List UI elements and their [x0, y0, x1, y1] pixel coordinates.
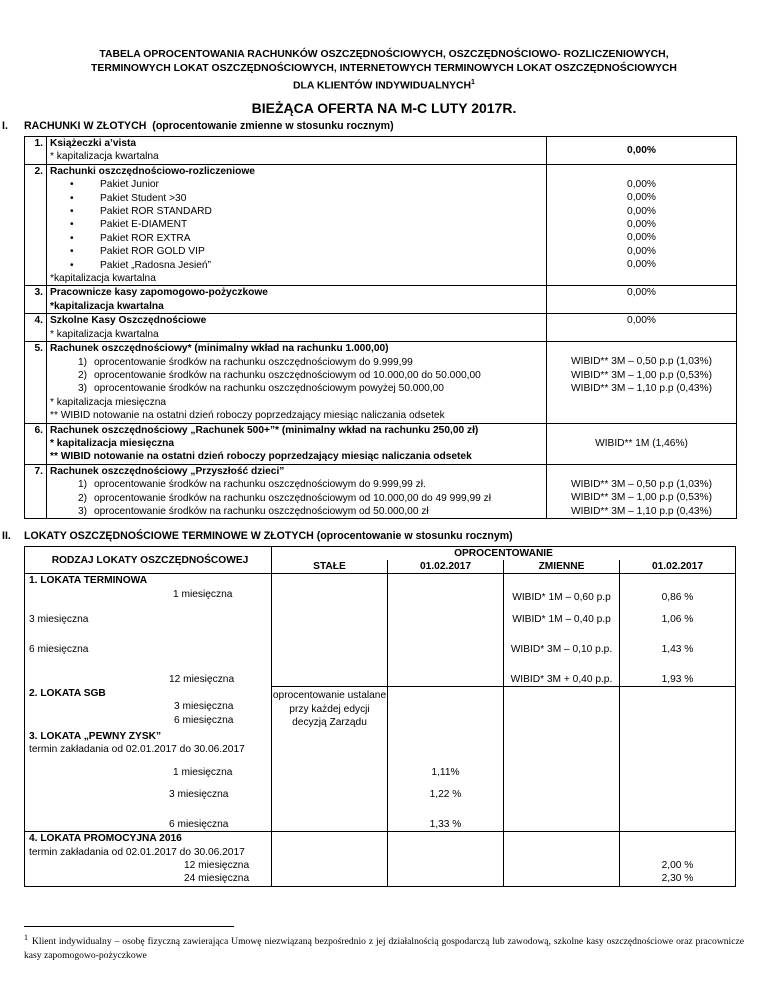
title-line-1: TABELA OPROCENTOWANIA RACHUNKÓW OSZCZĘDNOŚCIOWYCH, OSZCZĘDNOŚCIOWO- ROZLICZENIOWYCH, — [99, 49, 669, 60]
table-row: 5. Rachunek oszczędnościowy* (minimalny wkład na rachunku 1.000,00) 1) oprocentowanie środków na rachunku oszczędnościowym do 9.999,99 2) oprocentowanie środków na rachunku oszczędnościowym od 10.000,00 do 50.000,00 3) oprocentowanie środków na rachunku oszczędnościowym powyżej 50.000,00 * kapitalizacja miesięczna ** WIBID notowanie na ostatni dzień roboczy poprzedzający miesiąc naliczania odsetek WIBID** 3M – 0,50 p.p (1,03%) WIBID** 3M – 1,00 p.p (0,53%) WIBID** 3M – 1,10 p.p (0,43%) — [25, 342, 737, 423]
table-row: 2. Rachunki oszczędnościowo-rozliczeniowe • Pakiet Junior • Pakiet Student >30 • Pakiet ROR STANDARD • Pakiet E-DIAMENT • Pakiet ROR EXTRA • Pakiet ROR GOLD VIP • Pakiet „Radosna Jesień” *kapitalizacja kwartalna 0,00% 0,00% 0,00% 0,00% 0,00% 0,00% 0,00% — [25, 164, 737, 286]
table-header-row: RODZAJ LOKATY OSZCZĘDNOŚCOWEJ OPROCENTOWANIE — [25, 547, 736, 561]
section-1-heading: I. RACHUNKI W ZŁOTYCH (oprocentowanie zmienne w stosunku rocznym) — [2, 120, 394, 132]
table-row: 4. LOKATA PROMOCYJNA 2016 termin zakładania od 02.01.2017 do 30.06.2017 12 miesięczna 24 miesięczna 2,00 % 2,30 % — [25, 832, 736, 887]
table-row: 2. LOKATA SGB 3 miesięczna 6 miesięczna oprocentowanie ustalane przy każdej edycji decyzją Zarządu — [25, 687, 736, 730]
document-subtitle: BIEŻĄCA OFERTA NA M-C LUTY 2017R. — [251, 100, 517, 116]
footnote: $^1$ Klient indywidualny – osobę fizyczną zawierająca Umowę niezwiązaną bezpośrednio z jej działalnością gospodarczą lub zawodową, szkolne kasy oszczędnościowe oraz pracownicze kasy zapomogowo-pożyczkowe — [24, 933, 744, 962]
accounts-table — [24, 136, 737, 519]
table-row: 6 miesięczna 1,33 % — [25, 810, 736, 832]
table-header-row: STAŁE 01.02.2017 ZMIENNE 01.02.2017 — [25, 560, 736, 574]
table-row: 6 miesięczna WIBID* 3M – 0,10 p.p. 1,43 % — [25, 635, 736, 665]
table-row: 3. LOKATA „PEWNY ZYSK” termin zakładania od 02.01.2017 do 30.06.2017 1 miesięczna 1,11% — [25, 730, 736, 780]
table-row: 3 miesięczna 1,22 % — [25, 780, 736, 810]
table-row: 1. Książeczki a’vista * kapitalizacja kwartalna 0,00% — [25, 137, 737, 165]
table-row: 1. LOKATA TERMINOWA 1 miesięczna WIBID* 1M – 0,60 p.p 0,86 % — [25, 574, 736, 605]
document-title — [0, 48, 768, 93]
footnote-separator — [24, 926, 234, 927]
table-row: 6. Rachunek oszczędnościowy „Rachunek 500+”* (minimalny wkład na rachunku 250,00 zł) * kapitalizacja miesięczna ** WIBID notowanie na ostatni dzień roboczy poprzedzający miesiąc naliczania odsetek WIBID** 1M (1,46%) — [25, 423, 737, 464]
title-line-2: TERMINOWYCH LOKAT OSZCZĘDNOŚCIOWYCH, INTERNETOWYCH TERMINOWYCH LOKAT OSZCZĘDNOŚCIOWYCH — [91, 63, 677, 74]
footnote-ref: 1 — [471, 79, 475, 86]
table-row: 4. Szkolne Kasy Oszczędnościowe * kapitalizacja kwartalna 0,00% — [25, 314, 737, 342]
title-line-3: DLA KLIENTÓW INDYWIDUALNYCH$^1$ — [293, 79, 475, 92]
table-row: 3. Pracownicze kasy zapomogowo-pożyczkowe *kapitalizacja kwartalna 0,00% — [25, 286, 737, 314]
section-2-heading: II. LOKATY OSZCZĘDNOŚCIOWE TERMINOWE W ZŁOTYCH (oprocentowanie w stosunku rocznym) — [2, 530, 513, 542]
table-row: 12 miesięczna WIBID* 3M + 0,40 p.p. 1,93 % — [25, 665, 736, 687]
table-row: 3 miesięczna WIBID* 1M – 0,40 p.p 1,06 % — [25, 605, 736, 635]
table-row: 7. Rachunek oszczędnościowy „Przyszłość dzieci” 1) oprocentowanie środków na rachunku oszczędnościowym do 9.999,99 zł. 2) oprocentowanie środków na rachunku oszczędnościowym od 10.000,00 do 49 999,99 zł 3) oprocentowanie środków na rachunku oszczędnościowym od 50.000,00 zł WIBID** 3M – 0,50 p.p (1,03%) WIBID** 3M – 1,00 p.p (0,53%) WIBID** 3M – 1,10 p.p (0,43%) — [25, 464, 737, 519]
deposits-table — [24, 546, 736, 887]
